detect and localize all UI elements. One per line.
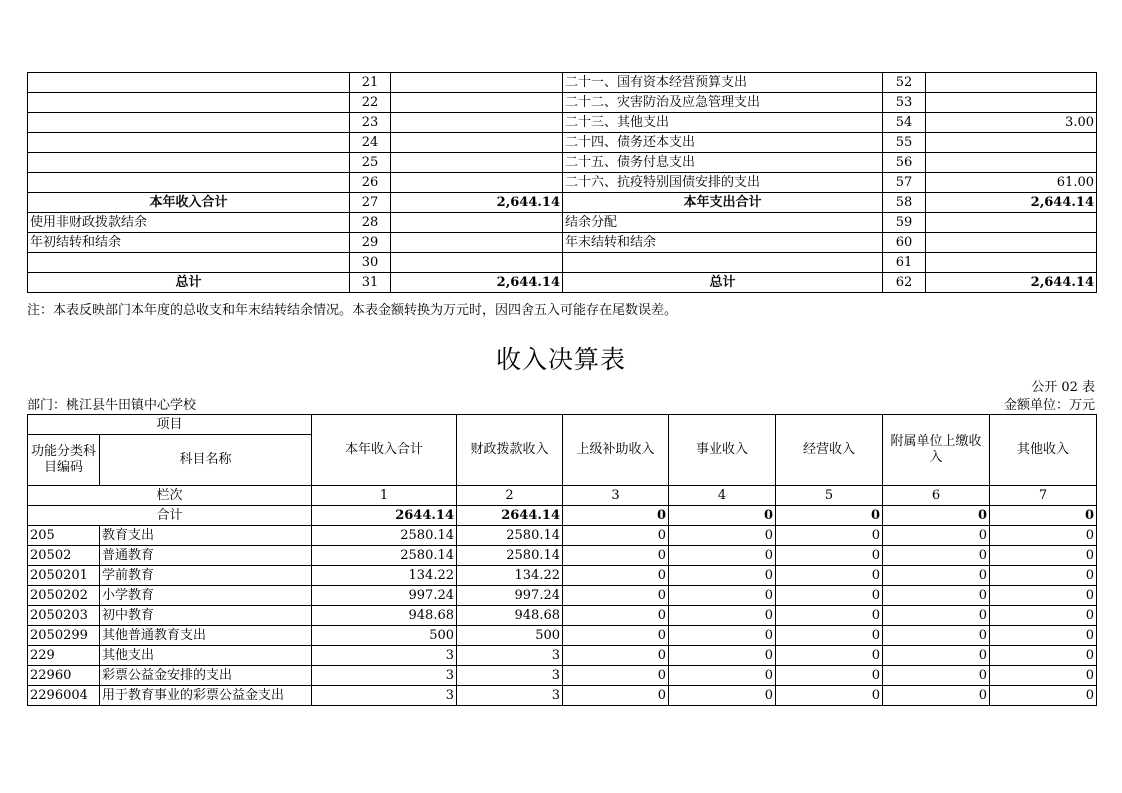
left-amount bbox=[391, 153, 563, 173]
amount-cell: 0 bbox=[990, 586, 1097, 606]
col-header-6: 附属单位上缴收入 bbox=[883, 415, 990, 486]
right-item-label: 结余分配 bbox=[563, 213, 883, 233]
amount-cell: 0 bbox=[883, 606, 990, 626]
right-row-number: 60 bbox=[883, 233, 926, 253]
amount-cell: 0 bbox=[669, 586, 776, 606]
amount-cell: 948.68 bbox=[457, 606, 563, 626]
summary-row bbox=[28, 93, 1097, 113]
left-item-label: 年初结转和结余 bbox=[28, 233, 350, 253]
column-number-row bbox=[28, 486, 1097, 506]
amount-cell: 0 bbox=[563, 686, 669, 706]
subject-name: 其他支出 bbox=[100, 646, 312, 666]
amount-cell: 0 bbox=[776, 646, 883, 666]
left-item-label: 本年收入合计 bbox=[28, 193, 350, 213]
total-value: 0 bbox=[669, 506, 776, 526]
form-number: 公开 02 表 bbox=[1031, 380, 1095, 395]
right-amount: 61.00 bbox=[926, 173, 1097, 193]
left-amount: 2,644.14 bbox=[391, 193, 563, 213]
amount-cell: 0 bbox=[776, 666, 883, 686]
amount-cell: 500 bbox=[457, 626, 563, 646]
subject-name: 彩票公益金安排的支出 bbox=[100, 666, 312, 686]
amount-cell: 2580.14 bbox=[312, 526, 457, 546]
left-row-number: 26 bbox=[350, 173, 391, 193]
amount-cell: 0 bbox=[563, 526, 669, 546]
amount-cell: 0 bbox=[669, 626, 776, 646]
amount-cell: 0 bbox=[883, 546, 990, 566]
amount-cell: 0 bbox=[883, 626, 990, 646]
col-no-label: 栏次 bbox=[28, 486, 312, 506]
left-amount bbox=[391, 233, 563, 253]
table-row bbox=[28, 566, 1097, 586]
amount-cell: 0 bbox=[776, 526, 883, 546]
left-row-number: 21 bbox=[350, 73, 391, 93]
amount-cell: 0 bbox=[669, 606, 776, 626]
amount-cell: 0 bbox=[563, 586, 669, 606]
amount-cell: 0 bbox=[776, 566, 883, 586]
summary-row bbox=[28, 193, 1097, 213]
left-amount bbox=[391, 93, 563, 113]
col-header-7: 其他收入 bbox=[990, 415, 1097, 486]
right-row-number: 52 bbox=[883, 73, 926, 93]
left-row-number: 31 bbox=[350, 273, 391, 293]
col-header-2: 财政拨款收入 bbox=[457, 415, 563, 486]
left-item-label bbox=[28, 113, 350, 133]
summary-row bbox=[28, 253, 1097, 273]
subject-name: 初中教育 bbox=[100, 606, 312, 626]
amount-cell: 0 bbox=[990, 646, 1097, 666]
total-value: 0 bbox=[990, 506, 1097, 526]
amount-cell: 3 bbox=[457, 666, 563, 686]
amount-cell: 0 bbox=[776, 626, 883, 646]
amount-cell: 0 bbox=[883, 526, 990, 546]
right-amount: 2,644.14 bbox=[926, 273, 1097, 293]
left-row-number: 25 bbox=[350, 153, 391, 173]
amount-cell: 0 bbox=[990, 626, 1097, 646]
amount-cell: 0 bbox=[883, 586, 990, 606]
table-row bbox=[28, 546, 1097, 566]
right-amount bbox=[926, 133, 1097, 153]
subject-name: 用于教育事业的彩票公益金支出 bbox=[100, 686, 312, 706]
right-row-number: 58 bbox=[883, 193, 926, 213]
amount-cell: 0 bbox=[563, 566, 669, 586]
left-amount bbox=[391, 173, 563, 193]
amount-cell: 0 bbox=[990, 666, 1097, 686]
right-row-number: 59 bbox=[883, 213, 926, 233]
right-amount bbox=[926, 233, 1097, 253]
right-row-number: 57 bbox=[883, 173, 926, 193]
left-amount bbox=[391, 133, 563, 153]
right-item-label: 二十二、灾害防治及应急管理支出 bbox=[563, 93, 883, 113]
right-item-label: 二十六、抗疫特别国债安排的支出 bbox=[563, 173, 883, 193]
table-row bbox=[28, 686, 1097, 706]
left-item-label bbox=[28, 253, 350, 273]
function-code: 22960 bbox=[28, 666, 100, 686]
right-row-number: 56 bbox=[883, 153, 926, 173]
amount-cell: 0 bbox=[776, 686, 883, 706]
summary-row bbox=[28, 113, 1097, 133]
amount-cell: 0 bbox=[883, 686, 990, 706]
right-item-label bbox=[563, 253, 883, 273]
amount-cell: 0 bbox=[990, 566, 1097, 586]
right-item-label: 二十五、债务付息支出 bbox=[563, 153, 883, 173]
amount-cell: 948.68 bbox=[312, 606, 457, 626]
amount-cell: 0 bbox=[776, 606, 883, 626]
amount-cell: 0 bbox=[669, 686, 776, 706]
table-note: 注：本表反映部门本年度的总收支和年末结转结余情况。本表金额转换为万元时，因四舍五入可能存在尾数误差。 bbox=[27, 303, 678, 318]
table-row bbox=[28, 606, 1097, 626]
right-amount: 2,644.14 bbox=[926, 193, 1097, 213]
total-value: 0 bbox=[776, 506, 883, 526]
amount-cell: 0 bbox=[776, 586, 883, 606]
amount-cell: 2580.14 bbox=[312, 546, 457, 566]
col-header-3: 上级补助收入 bbox=[563, 415, 669, 486]
col-no: 3 bbox=[563, 486, 669, 506]
left-item-label: 总计 bbox=[28, 273, 350, 293]
amount-cell: 0 bbox=[563, 666, 669, 686]
amount-cell: 0 bbox=[883, 646, 990, 666]
table-row bbox=[28, 586, 1097, 606]
col-header-1: 本年收入合计 bbox=[312, 415, 457, 486]
left-row-number: 29 bbox=[350, 233, 391, 253]
header-name: 科目名称 bbox=[100, 435, 312, 486]
total-value: 0 bbox=[883, 506, 990, 526]
subject-name: 普通教育 bbox=[100, 546, 312, 566]
subject-name: 教育支出 bbox=[100, 526, 312, 546]
amount-cell: 997.24 bbox=[312, 586, 457, 606]
left-item-label: 使用非财政拨款结余 bbox=[28, 213, 350, 233]
amount-cell: 0 bbox=[990, 606, 1097, 626]
right-item-label: 本年支出合计 bbox=[563, 193, 883, 213]
department-label: 部门：桃江县牛田镇中心学校 bbox=[27, 398, 197, 413]
left-row-number: 23 bbox=[350, 113, 391, 133]
col-no: 4 bbox=[669, 486, 776, 506]
amount-unit-label: 金额单位：万元 bbox=[1003, 398, 1095, 413]
left-row-number: 28 bbox=[350, 213, 391, 233]
right-item-label: 总计 bbox=[563, 273, 883, 293]
amount-cell: 2580.14 bbox=[457, 546, 563, 566]
right-item-label: 二十四、债务还本支出 bbox=[563, 133, 883, 153]
income-expenditure-summary-table bbox=[27, 72, 1097, 293]
amount-cell: 3 bbox=[457, 686, 563, 706]
summary-row bbox=[28, 73, 1097, 93]
amount-cell: 0 bbox=[669, 646, 776, 666]
total-row bbox=[28, 506, 1097, 526]
col-no: 7 bbox=[990, 486, 1097, 506]
function-code: 2050299 bbox=[28, 626, 100, 646]
right-amount bbox=[926, 93, 1097, 113]
header-item: 项目 bbox=[28, 415, 312, 435]
right-amount bbox=[926, 213, 1097, 233]
table-row bbox=[28, 646, 1097, 666]
left-amount: 2,644.14 bbox=[391, 273, 563, 293]
income-statement-table bbox=[27, 414, 1097, 706]
summary-row bbox=[28, 133, 1097, 153]
table-row bbox=[28, 626, 1097, 646]
total-value: 2644.14 bbox=[312, 506, 457, 526]
header-code: 功能分类科目编码 bbox=[28, 435, 100, 486]
right-row-number: 62 bbox=[883, 273, 926, 293]
summary-row bbox=[28, 273, 1097, 293]
amount-cell: 0 bbox=[990, 526, 1097, 546]
amount-cell: 0 bbox=[883, 566, 990, 586]
left-amount bbox=[391, 113, 563, 133]
left-item-label bbox=[28, 173, 350, 193]
col-header-5: 经营收入 bbox=[776, 415, 883, 486]
amount-cell: 3 bbox=[312, 666, 457, 686]
amount-cell: 0 bbox=[990, 546, 1097, 566]
right-amount: 3.00 bbox=[926, 113, 1097, 133]
right-item-label: 二十三、其他支出 bbox=[563, 113, 883, 133]
subject-name: 学前教育 bbox=[100, 566, 312, 586]
page-title: 收入决算表 bbox=[495, 345, 626, 374]
total-label: 合计 bbox=[28, 506, 312, 526]
left-amount bbox=[391, 73, 563, 93]
right-row-number: 61 bbox=[883, 253, 926, 273]
function-code: 2050202 bbox=[28, 586, 100, 606]
col-no: 2 bbox=[457, 486, 563, 506]
amount-cell: 134.22 bbox=[312, 566, 457, 586]
amount-cell: 997.24 bbox=[457, 586, 563, 606]
amount-cell: 0 bbox=[669, 526, 776, 546]
function-code: 205 bbox=[28, 526, 100, 546]
subject-name: 小学教育 bbox=[100, 586, 312, 606]
amount-cell: 3 bbox=[312, 686, 457, 706]
table-row bbox=[28, 666, 1097, 686]
amount-cell: 3 bbox=[457, 646, 563, 666]
col-header-4: 事业收入 bbox=[669, 415, 776, 486]
amount-cell: 0 bbox=[563, 546, 669, 566]
function-code: 2296004 bbox=[28, 686, 100, 706]
amount-cell: 0 bbox=[883, 666, 990, 686]
function-code: 2050201 bbox=[28, 566, 100, 586]
left-row-number: 22 bbox=[350, 93, 391, 113]
amount-cell: 3 bbox=[312, 646, 457, 666]
right-amount bbox=[926, 73, 1097, 93]
amount-cell: 0 bbox=[563, 606, 669, 626]
right-item-label: 二十一、国有资本经营预算支出 bbox=[563, 73, 883, 93]
amount-cell: 0 bbox=[776, 546, 883, 566]
amount-cell: 0 bbox=[669, 566, 776, 586]
summary-row bbox=[28, 213, 1097, 233]
table-row bbox=[28, 526, 1097, 546]
summary-row bbox=[28, 173, 1097, 193]
right-row-number: 53 bbox=[883, 93, 926, 113]
function-code: 20502 bbox=[28, 546, 100, 566]
right-row-number: 54 bbox=[883, 113, 926, 133]
left-row-number: 24 bbox=[350, 133, 391, 153]
col-no: 5 bbox=[776, 486, 883, 506]
function-code: 2050203 bbox=[28, 606, 100, 626]
right-amount bbox=[926, 253, 1097, 273]
amount-cell: 0 bbox=[563, 646, 669, 666]
left-item-label bbox=[28, 133, 350, 153]
col-no: 1 bbox=[312, 486, 457, 506]
amount-cell: 0 bbox=[990, 686, 1097, 706]
total-value: 0 bbox=[563, 506, 669, 526]
left-amount bbox=[391, 213, 563, 233]
amount-cell: 0 bbox=[669, 666, 776, 686]
left-item-label bbox=[28, 93, 350, 113]
total-value: 2644.14 bbox=[457, 506, 563, 526]
subject-name: 其他普通教育支出 bbox=[100, 626, 312, 646]
function-code: 229 bbox=[28, 646, 100, 666]
left-row-number: 30 bbox=[350, 253, 391, 273]
header-row-1 bbox=[28, 415, 1097, 435]
right-amount bbox=[926, 153, 1097, 173]
col-no: 6 bbox=[883, 486, 990, 506]
left-item-label bbox=[28, 153, 350, 173]
left-row-number: 27 bbox=[350, 193, 391, 213]
left-item-label bbox=[28, 73, 350, 93]
summary-row bbox=[28, 233, 1097, 253]
summary-row bbox=[28, 153, 1097, 173]
right-row-number: 55 bbox=[883, 133, 926, 153]
right-item-label: 年末结转和结余 bbox=[563, 233, 883, 253]
amount-cell: 2580.14 bbox=[457, 526, 563, 546]
amount-cell: 500 bbox=[312, 626, 457, 646]
amount-cell: 0 bbox=[669, 546, 776, 566]
left-amount bbox=[391, 253, 563, 273]
amount-cell: 0 bbox=[563, 626, 669, 646]
amount-cell: 134.22 bbox=[457, 566, 563, 586]
